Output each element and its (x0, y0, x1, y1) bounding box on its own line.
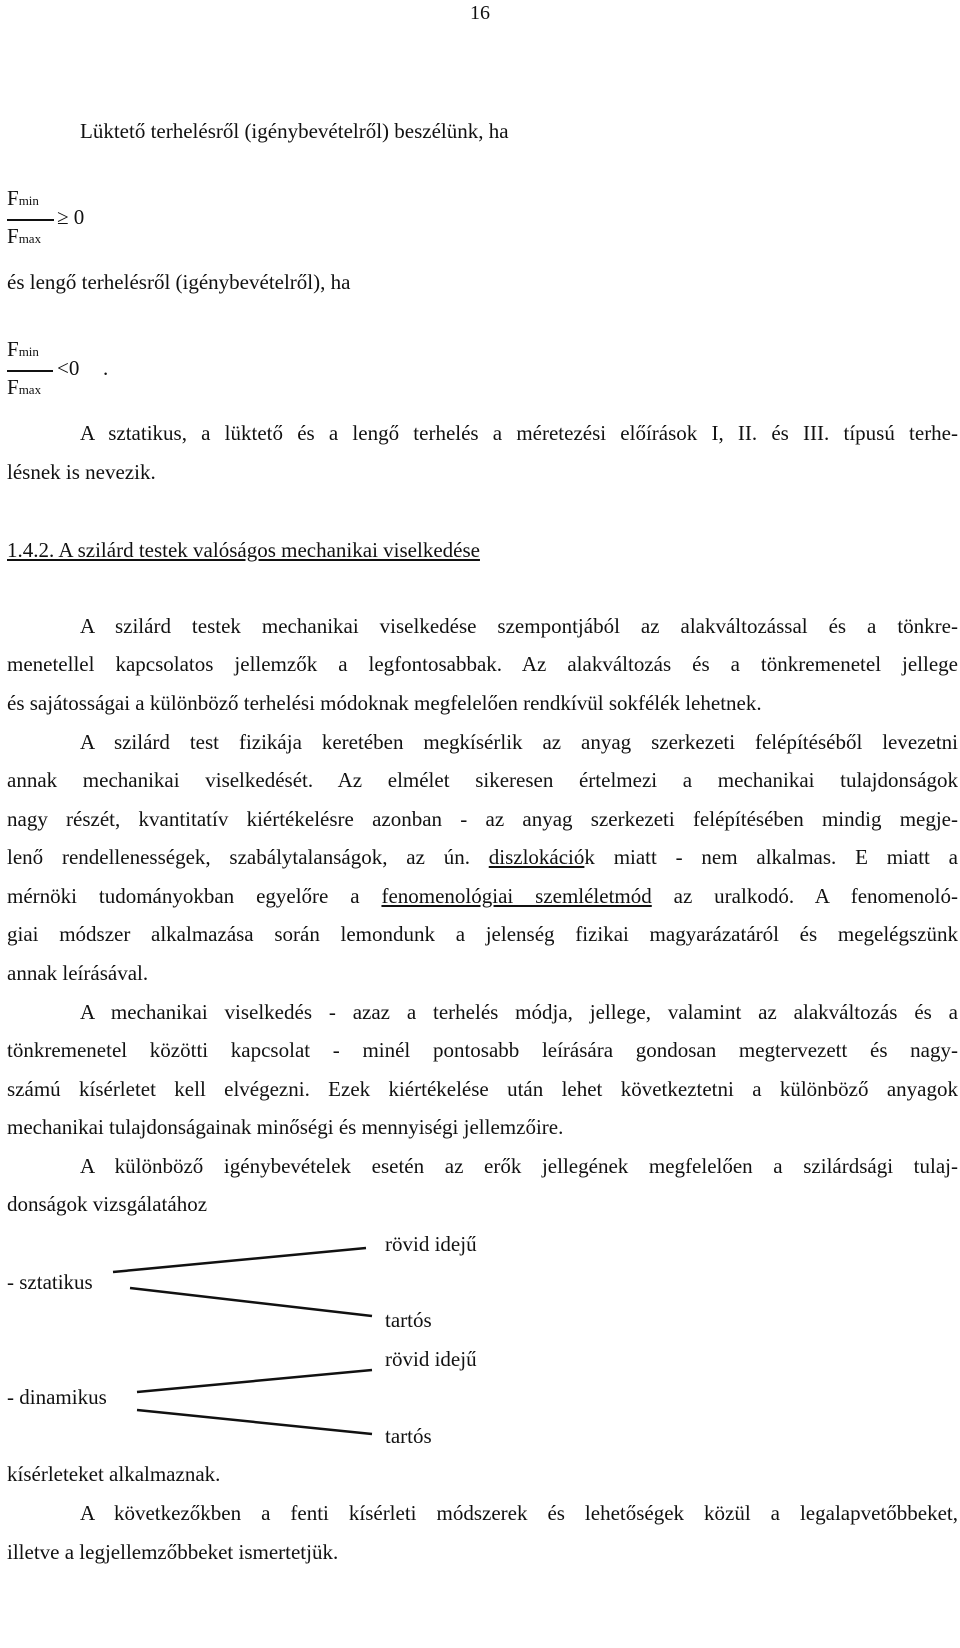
para1-line-3: és sajátosságai a különböző terhelési módoknak megfelelően rendkívül sokfélék lehetnek. (7, 691, 762, 715)
term-phenomenological: fenomenológiai szemléletmód (381, 884, 652, 908)
branch-dynamic-long (137, 1410, 372, 1434)
tree-static-long: tartós (385, 1308, 432, 1332)
para4-line-1: A különböző igénybevételek esetén az erők jellegének megfelelően a szilárdsági tulaj- (80, 1154, 958, 1178)
para3-line-1: A mechanikai viselkedés - azaz a terhelés módja, jellege, valamint az alakváltozás és a (80, 1000, 958, 1024)
para2-line-4: lenő rendellenességek, szabálytalanságok, az ún. diszlokációk miatt - nem alkalmas. E miatt a (7, 845, 958, 869)
note-line-2: lésnek is nevezik. (7, 460, 156, 484)
term-dislocation: diszlokáció (488, 845, 585, 869)
tree-tail-text: kísérleteket alkalmaznak. (7, 1462, 221, 1486)
formula2-relation: <0 (57, 356, 80, 380)
formula1-numerator: Fmin (7, 186, 39, 210)
para2-line-7: annak leírásával. (7, 961, 149, 985)
para3-line-4: mechanikai tulajdonságainak minőségi és mennyiségi jellemzőire. (7, 1115, 564, 1139)
para5-line-2: illetve a legjellemzőbbeket ismertetjük. (7, 1540, 339, 1564)
para2-line-6: giai módszer alkalmazása során lemondunk a jelenség fizikai magyarázatáról és megelégszünk (7, 922, 958, 946)
para4-line-2: donságok vizsgálatához (7, 1192, 208, 1216)
formula2-numerator: Fmin (7, 337, 39, 361)
note-line-1: A sztatikus, a lüktető és a lengő terhelés a méretezési előírások I, II. és III. típusú terhe- (80, 421, 958, 445)
para3-line-2: tönkremenetel közötti kapcsolat - minél pontosabb leírására gondosan megtervezett és nagy- (7, 1038, 958, 1062)
section-heading: 1.4.2. A szilárd testek valóságos mechanikai viselkedése (7, 538, 480, 562)
tree-static-label: - sztatikus (7, 1270, 93, 1294)
para2-line-1: A szilárd test fizikája keretében megkísérlik az anyag szerkezeti felépítéséből levezetni (80, 730, 958, 754)
para1-line-2: menetellel kapcsolatos jellemzők a legfontosabbak. Az alakváltozás és a tönkremenetel jellege (7, 652, 958, 676)
formula2-denominator: Fmax (7, 375, 42, 399)
tree-dynamic-label: - dinamikus (7, 1385, 107, 1409)
para2-line-2: annak mechanikai viselkedését. Az elmélet sikeresen értelmezi a mechanikai tulajdonságok (7, 768, 958, 792)
para2-line-3: nagy részét, kvantitatív kiértékelésre azonban - az anyag szerkezeti felépítésében mindig megje- (7, 807, 958, 831)
branch-dynamic-short (137, 1370, 372, 1392)
tree-dynamic-long: tartós (385, 1424, 432, 1448)
tree-dynamic-short: rövid idejű (385, 1347, 477, 1371)
para1-line-1: A szilárd testek mechanikai viselkedése szempontjából az alakváltozással és a tönkre- (80, 614, 958, 638)
formula1-relation: ≥ 0 (57, 205, 85, 229)
formula1-denominator: Fmax (7, 224, 42, 248)
branch-static-short (113, 1248, 366, 1272)
intro-text: Lüktető terhelésről (igénybevételről) beszélünk, ha (80, 119, 509, 143)
tree-static-short: rövid idejű (385, 1232, 477, 1256)
swing-text: és lengő terhelésről (igénybevételről), ha (7, 270, 351, 294)
formula2-period: . (103, 356, 109, 380)
para3-line-3: számú kísérletet kell elvégezni. Ezek kiértékelése után lehet következtetni a különböző anyagok (7, 1077, 958, 1101)
branch-static-long (130, 1288, 372, 1316)
para2-line-5: mérnöki tudományokban egyelőre a fenomenológiai szemléletmód az uralkodó. A fenomenoló- (7, 884, 958, 908)
para5-line-1: A következőkben a fenti kísérleti módszerek és lehetőségek közül a legalapvetőbbeket, (80, 1501, 958, 1525)
page-number: 16 (470, 2, 490, 24)
